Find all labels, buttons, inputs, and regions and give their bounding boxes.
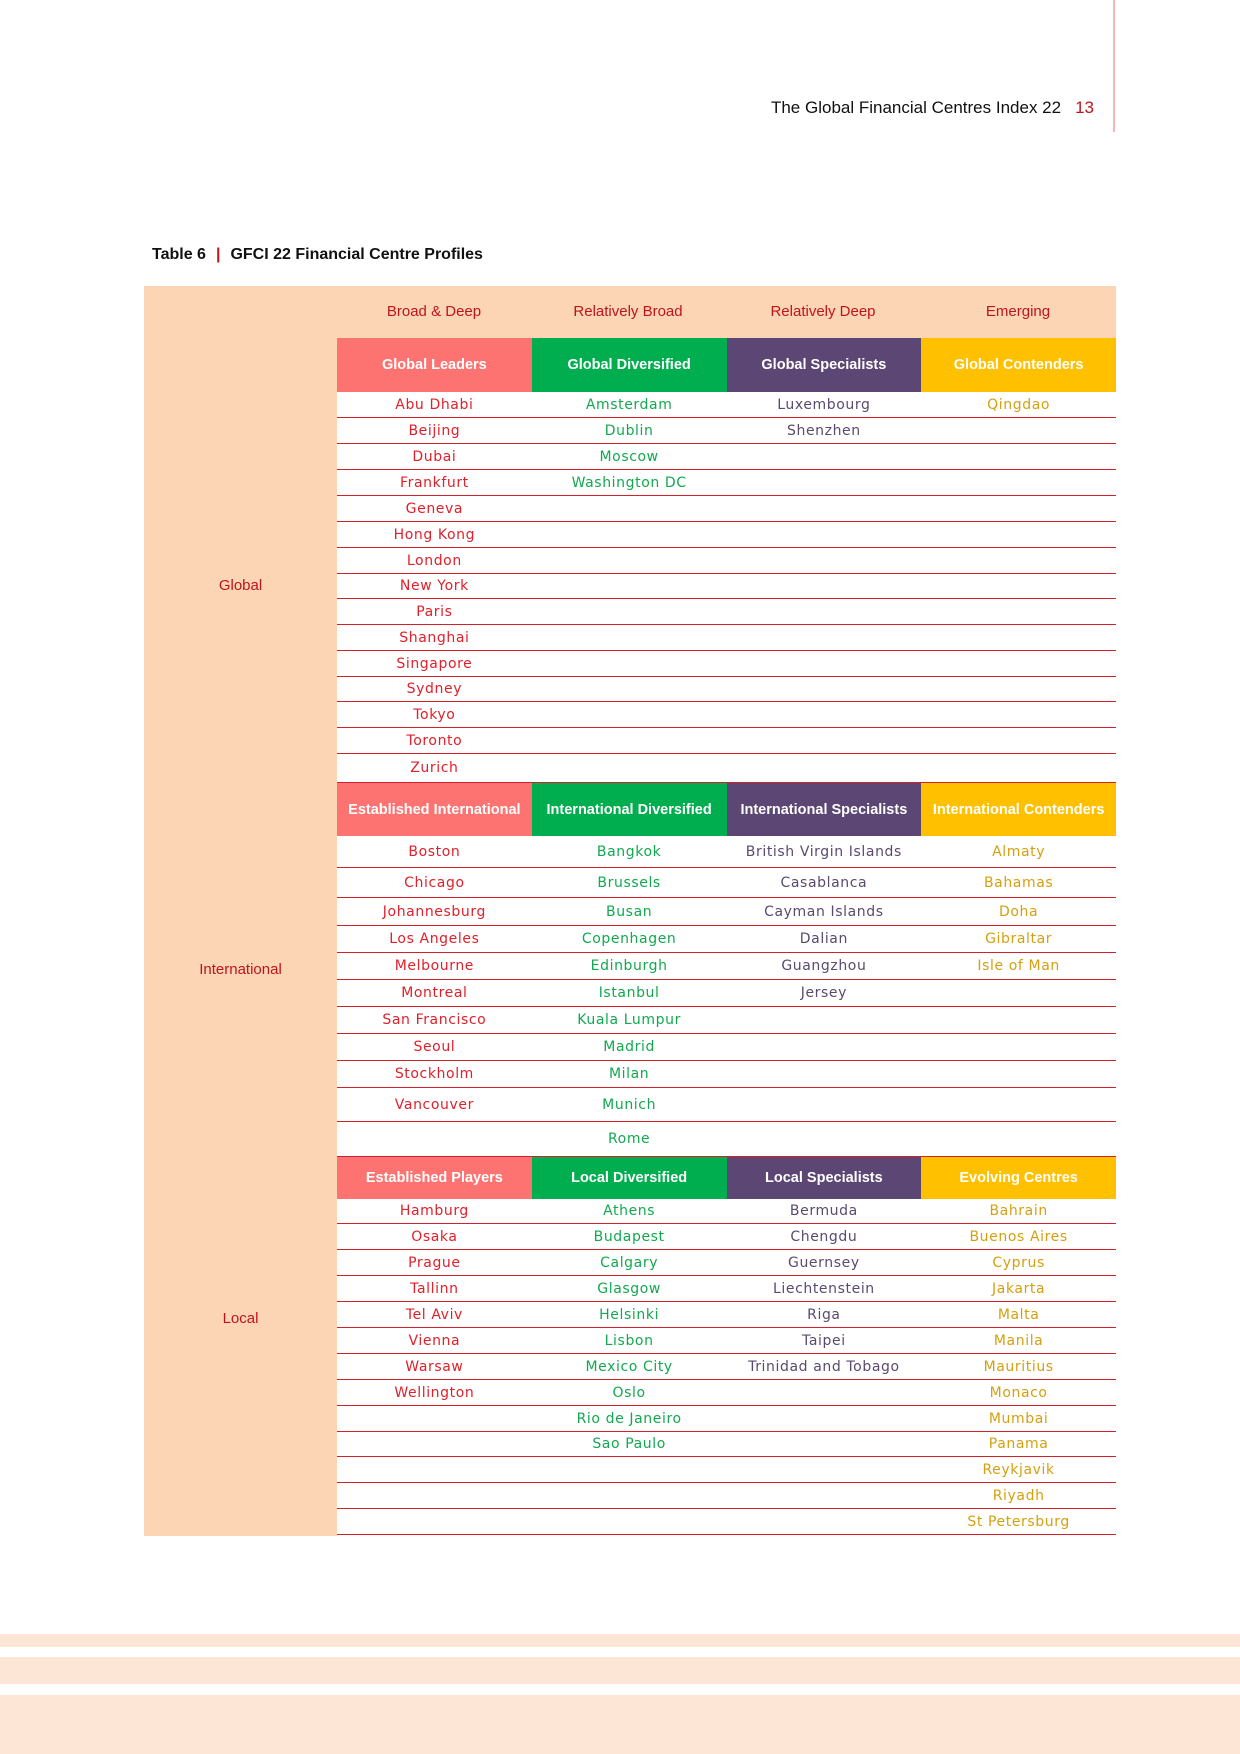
centre-name: Monaco <box>989 1384 1048 1401</box>
centre-name: Madrid <box>603 1039 655 1055</box>
centre-name: Jersey <box>800 985 848 1001</box>
centre-name: Montreal <box>401 985 468 1001</box>
centre-name: Liechtenstein <box>772 1280 875 1297</box>
table-row <box>337 418 1116 444</box>
category-label: Established Players <box>337 1157 532 1199</box>
tier-label-global: Global <box>218 577 263 594</box>
centre-name: London <box>406 552 462 569</box>
table-row <box>337 1034 1116 1061</box>
centre-name: Los Angeles <box>389 931 480 947</box>
centre-name: Milan <box>608 1066 650 1082</box>
centre-name: Reykjavik <box>982 1461 1055 1478</box>
category-label: Established International <box>337 783 532 836</box>
centre-name: Bahrain <box>989 1203 1048 1219</box>
centre-name: Geneva <box>405 500 464 517</box>
centre-name: Istanbul <box>598 985 660 1001</box>
table-label: Table 6 <box>152 246 206 263</box>
category-band <box>337 1157 1116 1199</box>
table-row <box>337 1509 1116 1535</box>
table-row <box>337 728 1116 754</box>
centre-name: Glasgow <box>597 1280 661 1297</box>
centre-name: Mumbai <box>988 1410 1049 1427</box>
centre-name: Dubai <box>412 448 457 465</box>
running-header-title: The Global Financial Centres Index 22 <box>770 98 1062 117</box>
centre-name: Helsinki <box>599 1306 660 1323</box>
table-row <box>337 1483 1116 1509</box>
centre-name: Melbourne <box>394 958 475 974</box>
centre-name: Trinidad and Tobago <box>748 1358 900 1375</box>
centre-name: Abu Dhabi <box>395 396 474 413</box>
centre-name: Osaka <box>411 1228 458 1245</box>
centre-name: Bangkok <box>596 843 662 860</box>
category-label: Local Specialists <box>727 1157 922 1199</box>
tier-label-international: International <box>199 961 282 978</box>
centre-name: Paris <box>416 603 453 620</box>
table-caption <box>152 246 483 264</box>
centre-name: Frankfurt <box>399 474 469 491</box>
centre-name: Shanghai <box>399 629 470 646</box>
table-row <box>337 836 1116 868</box>
page-number: 13 <box>1075 98 1094 117</box>
table-row <box>337 548 1116 574</box>
table-row <box>337 953 1116 980</box>
caption-separator: | <box>215 246 221 263</box>
table-row <box>337 702 1116 728</box>
centre-name: Chicago <box>404 874 465 891</box>
centre-name: Copenhagen <box>581 931 677 947</box>
page-edge-rule <box>1113 0 1115 132</box>
centre-name: Stockholm <box>394 1066 474 1082</box>
table-row <box>337 1276 1116 1302</box>
centre-name: Oslo <box>612 1384 646 1401</box>
category-band <box>337 783 1116 836</box>
centre-name: Riga <box>807 1306 841 1323</box>
centre-name: Jakarta <box>992 1280 1046 1297</box>
category-label: Local Diversified <box>532 1157 727 1199</box>
centre-name: Vancouver <box>394 1096 474 1113</box>
centre-name: Isle of Man <box>977 958 1060 974</box>
category-label: Global Contenders <box>921 338 1116 392</box>
centre-name: Doha <box>999 903 1039 920</box>
centre-name: Moscow <box>599 448 659 465</box>
category-label: International Contenders <box>921 783 1116 836</box>
category-label: Global Leaders <box>337 338 532 392</box>
table-row <box>337 926 1116 953</box>
centre-name: Kuala Lumpur <box>577 1012 681 1028</box>
centre-name: Brussels <box>597 874 661 891</box>
centre-name: Hong Kong <box>393 526 476 543</box>
centre-name: Sydney <box>406 681 463 697</box>
category-label: Evolving Centres <box>921 1157 1116 1199</box>
table-row <box>337 1250 1116 1276</box>
table-row <box>337 496 1116 522</box>
centre-name: Calgary <box>600 1254 659 1271</box>
table-row <box>337 651 1116 677</box>
centre-name: Casablanca <box>780 874 868 891</box>
centre-name: Bermuda <box>789 1203 858 1219</box>
column-header-relatively-broad: Relatively Broad <box>573 303 683 320</box>
table-row <box>337 1302 1116 1328</box>
centre-name: Singapore <box>396 655 473 672</box>
centre-name: Rome <box>607 1131 651 1147</box>
table-row <box>337 1432 1116 1457</box>
centre-name: Rio de Janeiro <box>576 1410 682 1427</box>
table-row <box>337 868 1116 898</box>
table-row <box>337 599 1116 625</box>
footer-stripe <box>0 1695 1240 1754</box>
table-row <box>337 1224 1116 1250</box>
centre-name: Sao Paulo <box>592 1436 666 1452</box>
centre-name: Washington DC <box>571 474 687 491</box>
centre-name: Taipei <box>802 1332 846 1349</box>
centre-name: Bahamas <box>983 874 1054 891</box>
table-row <box>337 1122 1116 1157</box>
table-row <box>337 522 1116 548</box>
table-row <box>337 574 1116 599</box>
column-header-emerging: Emerging <box>985 303 1051 320</box>
centre-name: Boston <box>408 843 461 860</box>
category-label: Global Diversified <box>532 338 727 392</box>
column-header-broad-deep: Broad & Deep <box>386 303 482 320</box>
centre-name: Manila <box>993 1332 1044 1349</box>
centre-name: Guernsey <box>788 1254 860 1271</box>
centre-name: Tokyo <box>413 706 456 723</box>
centre-name: Seoul <box>413 1039 456 1055</box>
column-header-relatively-deep: Relatively Deep <box>770 303 876 320</box>
centre-name: Toronto <box>406 732 463 749</box>
centre-name: Mauritius <box>983 1358 1054 1375</box>
centre-name: San Francisco <box>382 1012 487 1028</box>
table-row <box>337 1328 1116 1354</box>
table-row <box>337 754 1116 783</box>
centre-name: Amsterdam <box>585 396 673 413</box>
centre-name: Prague <box>408 1254 461 1271</box>
running-header <box>771 98 1094 118</box>
table-row <box>337 625 1116 651</box>
centre-name: Edinburgh <box>590 958 668 974</box>
table-row <box>337 1061 1116 1088</box>
centre-name: Shenzhen <box>786 422 861 439</box>
centre-name: Luxembourg <box>777 396 871 413</box>
centre-name: Athens <box>603 1203 656 1219</box>
centre-name: Chengdu <box>790 1228 858 1245</box>
table-row <box>337 470 1116 496</box>
centre-name: British Virgin Islands <box>745 843 902 860</box>
centre-name: Panama <box>988 1436 1049 1452</box>
table-row <box>337 1007 1116 1034</box>
centre-name: Almaty <box>992 843 1046 860</box>
category-band <box>337 338 1116 392</box>
table-row <box>337 444 1116 470</box>
category-label: International Specialists <box>727 783 922 836</box>
category-label: Global Specialists <box>727 338 922 392</box>
centre-name: Guangzhou <box>781 958 867 974</box>
centre-name: Zurich <box>410 760 459 776</box>
footer-stripe <box>0 1634 1240 1647</box>
centre-name: Riyadh <box>992 1487 1045 1504</box>
table-row <box>337 898 1116 926</box>
centre-name: Tallinn <box>410 1280 459 1297</box>
centre-name: Budapest <box>593 1228 665 1245</box>
centre-name: Wellington <box>394 1384 475 1401</box>
centre-name: Qingdao <box>987 396 1051 413</box>
centre-name: Lisbon <box>604 1332 654 1349</box>
table-title: GFCI 22 Financial Centre Profiles <box>230 246 483 263</box>
centre-name: Hamburg <box>399 1203 469 1219</box>
centre-name: Cayman Islands <box>764 903 884 920</box>
table-row <box>337 980 1116 1007</box>
centre-name: Vienna <box>408 1332 461 1349</box>
tier-label-local: Local <box>222 1310 259 1327</box>
centre-name: Gibraltar <box>985 931 1053 947</box>
centre-name: Mexico City <box>585 1358 673 1375</box>
centre-name: Malta <box>997 1306 1040 1323</box>
centre-name: St Petersburg <box>967 1513 1070 1530</box>
centre-name: Tel Aviv <box>405 1306 463 1323</box>
table-row <box>337 1457 1116 1483</box>
table-row <box>337 1354 1116 1380</box>
centre-name: Johannesburg <box>382 903 486 920</box>
table-row <box>337 1406 1116 1432</box>
table-row <box>337 392 1116 418</box>
table-row <box>337 1380 1116 1406</box>
category-label: International Diversified <box>532 783 727 836</box>
centre-name: Buenos Aires <box>969 1228 1068 1245</box>
centre-name: Beijing <box>408 422 461 439</box>
table-row <box>337 1088 1116 1122</box>
centre-name: Dublin <box>604 422 654 439</box>
centre-name: New York <box>399 578 469 594</box>
centre-name: Munich <box>602 1096 657 1113</box>
centre-name: Busan <box>606 903 653 920</box>
table-row <box>337 677 1116 702</box>
centre-name: Warsaw <box>405 1358 464 1375</box>
table-row <box>337 1199 1116 1224</box>
footer-stripe <box>0 1657 1240 1684</box>
centre-name: Dalian <box>799 931 848 947</box>
centre-name: Cyprus <box>992 1254 1045 1271</box>
